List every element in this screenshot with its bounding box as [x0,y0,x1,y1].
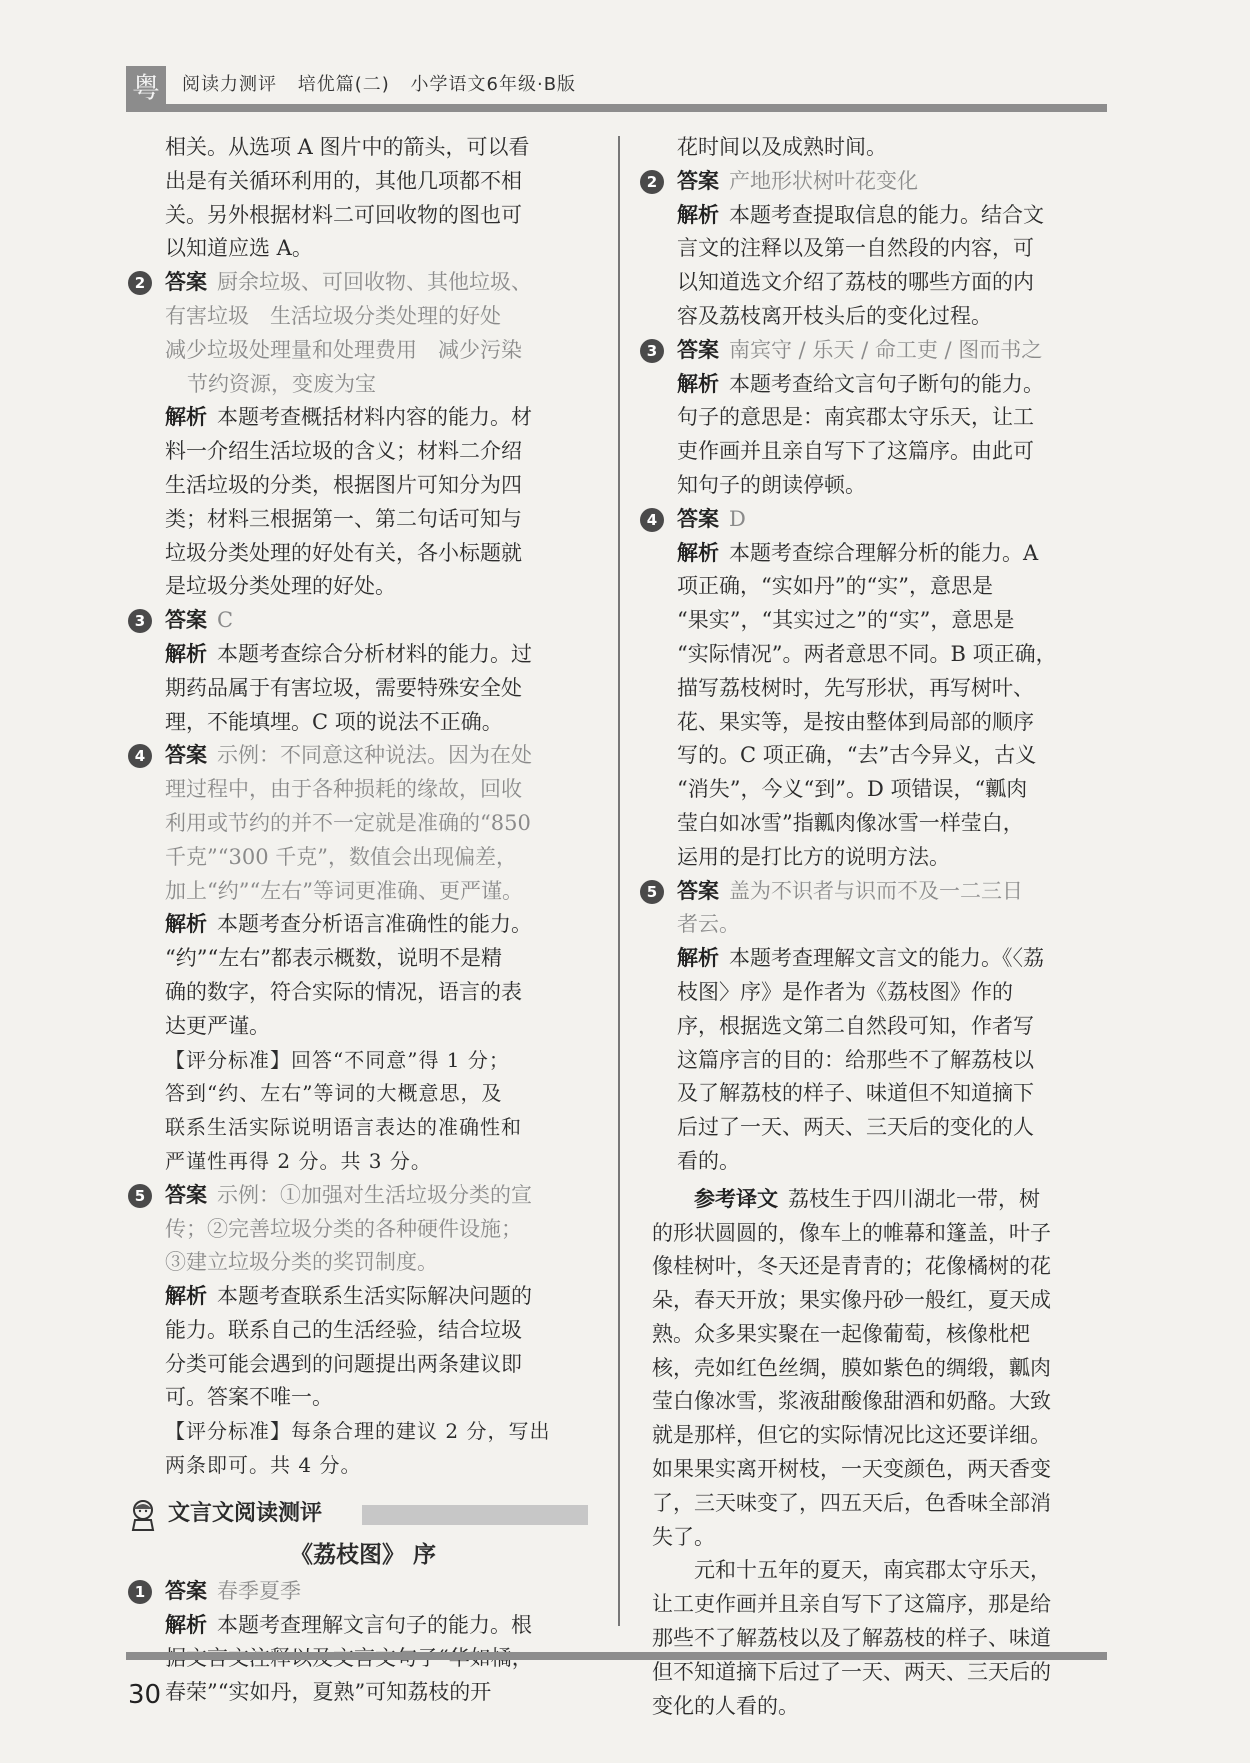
scoring-standard: 严谨性再得 2 分。共 3 分。 [165,1148,432,1173]
analysis-label: 解析 [677,946,719,971]
answer-text: 盖为不识者与识而不及一二三日 [729,878,1023,903]
analysis-text: 本题考查分析语言准确性的能力。 [217,912,532,937]
translation-text: 核，壳如红色丝绸，膜如紫色的绸缎，瓤肉 [652,1355,1051,1380]
analysis-text: 生活垃圾的分类，根据图片可知分为四 [165,472,522,497]
student-avatar-icon [128,1499,158,1531]
translation-text: 的形状圆圆的，像车上的帷幕和篷盖，叶子 [652,1220,1051,1245]
answer-text: 厨余垃圾、可回收物、其他垃圾、 [217,270,532,295]
question-4 [134,739,586,1178]
question-2 [134,266,586,604]
analysis-text: 及了解荔枝的样子、味道但不知道摘下 [677,1081,1034,1106]
text-line: 相关。从选项 A 图片中的箭头，可以看 [165,135,530,159]
analysis-text: “消失”，今义“到”。D 项错误，“瓤肉 [677,777,1028,802]
answer-label: 答案 [165,270,207,295]
question-number-badge: 2 [640,170,664,194]
analysis-text: 类；材料三根据第一、第二句话可知与 [165,506,522,531]
region-badge: 粤 [126,66,166,110]
scoring-standard: 答到“约、左右”等词的大概意思，及 [165,1081,503,1106]
answer-text: 夏季 [259,1578,301,1603]
answer-label: 答案 [677,168,719,193]
analysis-text: 达更严谨。 [165,1013,270,1038]
analysis-text: “果实”，“其实过之”的“实”，意思是 [677,608,1015,633]
reference-translation [652,1183,1108,1724]
analysis-text: 是垃圾分类处理的好处。 [165,574,396,599]
header-rule-left [126,110,166,112]
analysis-text: 项正确，“实如丹”的“实”，意思是 [677,574,993,599]
section-heading [140,1497,586,1533]
classical-question-5 [646,875,1108,1179]
analysis-text: 后过了一天、两天、三天后的变化的人 [677,1115,1034,1140]
translation-text: 熟。众多果实聚在一起像葡萄，核像枇杷 [652,1321,1030,1346]
analysis-text: 容及荔枝离开枝头后的变化过程。 [677,303,992,328]
right-column [646,131,1108,1723]
translation-text: 让工吏作画并且亲自写下了这篇序，那是给 [652,1592,1051,1617]
analysis-text: 料一介绍生活垃圾的含义；材料二介绍 [165,439,522,464]
question-number-badge: 3 [640,339,664,363]
classical-question-1 [134,1575,586,1710]
text-line: 出是有关循环利用的，其他几项都不相 [165,168,522,193]
classical-question-3 [646,334,1108,503]
analysis-text: 垃圾分类处理的好处有关，各小标题就 [165,540,522,565]
left-column [134,131,586,1710]
answer-label: 答案 [677,878,719,903]
answer-text: 示例：不同意这种说法。因为在处 [217,743,532,768]
question-5 [134,1179,586,1483]
answer-label: 答案 [677,337,719,362]
answer-text: 加上“约”“左右”等词更准确、更严谨。 [165,878,523,903]
answer-text: 春季 [217,1578,259,1603]
text-line: 以知道应选 A。 [165,236,313,261]
question-3 [134,604,586,739]
header-rule [166,104,1107,112]
answer-label: 答案 [165,1578,207,1603]
question-number-badge: 2 [128,271,152,295]
analysis-text: 枝图〉序》是作者为《荔枝图》作的 [677,979,1013,1004]
analysis-text: 春荣”“实如丹，夏熟”可知荔枝的开 [165,1680,492,1705]
section-title: 文言文阅读测评 [168,1500,323,1526]
answer-text: 形状 [771,168,813,193]
analysis-text: 句子的意思是：南宾郡太守乐天，让工 [677,405,1034,430]
book-part: 培优篇(二) [297,74,390,95]
answer-text: 千克”“300 千克”，数值会出现偏差， [165,844,517,869]
answer-label: 答案 [677,506,719,531]
translation-text: 如果果实离开树枝，一天变颜色，两天香变 [652,1457,1051,1482]
analysis-text: 花、果实等，是按由整体到局部的顺序 [677,709,1034,734]
analysis-label: 解析 [165,641,207,666]
answer-text: 者云。 [677,912,740,937]
analysis-text: 看的。 [677,1148,740,1173]
question-number-badge: 3 [128,609,152,633]
analysis-text: 言文的注释以及第一自然段的内容，可 [677,236,1034,261]
scoring-standard: 联系生活实际说明语言表达的准确性和 [165,1115,522,1140]
analysis-text: 运用的是打比方的说明方法。 [677,844,950,869]
analysis-text: 描写荔枝树时，先写形状，再写树叶、 [677,675,1034,700]
translation-text: 莹白像冰雪，浆液甜酸像甜酒和奶酪。大致 [652,1389,1051,1414]
analysis-text: 吏作画并且亲自写下了这篇序。由此可 [677,439,1034,464]
question-number-badge: 4 [128,744,152,768]
analysis-text: 可。答案不唯一。 [165,1385,333,1410]
translation-text: 像桂树叶，冬天还是青青的；花像橘树的花 [652,1254,1051,1279]
footer-rule [126,1652,1107,1660]
section-title-bar [362,1505,588,1525]
analysis-text: 分类可能会遇到的问题提出两条建议即 [165,1351,522,1376]
translation-text: 就是那样，但它的实际情况比这还要详细。 [652,1423,1051,1448]
analysis-text: 序，根据选文第二自然段可知，作者写 [677,1013,1034,1038]
analysis-text: 本题考查给文言句子断句的能力。 [729,371,1044,396]
analysis-label: 解析 [677,371,719,396]
analysis-label: 解析 [165,1284,207,1309]
column-divider [618,136,620,1626]
analysis-label: 解析 [165,912,207,937]
analysis-text: “实际情况”。两者意思不同。B 项正确， [677,641,1057,666]
question-number-badge: 4 [640,508,664,532]
translation-text: 失了。 [652,1524,715,1549]
intro-continuation [140,131,586,266]
page-number: 30 [128,1680,162,1710]
answer-label: 答案 [165,1182,207,1207]
answer-text: 花 [855,168,876,193]
classical-question-4 [646,503,1108,875]
answer-text: 节约资源，变废为宝 [187,371,376,396]
translation-text: 荔枝生于四川湖北一带，树 [788,1186,1040,1211]
analysis-text: 这篇序言的目的：给那些不了解荔枝以 [677,1047,1034,1072]
analysis-text: 本题考查理解文言句子的能力。根 [217,1612,532,1637]
answer-text: 利用或节约的并不一定就是准确的“850 [165,810,531,835]
text-line: 关。另外根据材料二可回收物的图也可 [165,202,522,227]
translation-text: 但不知道摘下后过了一天、两天、三天后的 [652,1659,1051,1684]
translation-text: 元和十五年的夏天，南宾郡太守乐天， [694,1558,1051,1583]
analysis-text: “约”“左右”都表示概数，说明不是精 [165,946,502,971]
answer-text: 有害垃圾 生活垃圾分类处理的好处 [165,303,501,328]
essay-title: 《荔枝图》 序 [289,1541,436,1568]
analysis-text: 写的。C 项正确，“去”古今异义，古义 [677,743,1037,768]
answer-text: 示例：①加强对生活垃圾分类的宣 [217,1182,532,1207]
text-line: 花时间以及成熟时间。 [677,135,887,159]
question-number-badge: 5 [640,880,664,904]
question-number-badge: 1 [128,1580,152,1604]
analysis-text: 期药品属于有害垃圾，需要特殊安全处 [165,675,522,700]
analysis-text: 知句子的朗读停顿。 [677,472,866,497]
analysis-text: 莹白如冰雪”指瓤肉像冰雪一样莹白， [677,810,1024,835]
answer-text: 减少垃圾处理量和处理费用 减少污染 [165,337,522,362]
analysis-text: 能力。联系自己的生活经验，结合垃圾 [165,1317,522,1342]
analysis-label: 解析 [165,1612,207,1637]
analysis-label: 解析 [677,540,719,565]
subject-grade: 小学语文6年级·B版 [410,74,577,95]
answer-text: 产地 [729,168,771,193]
translation-text: 了，三天味变了，四五天后，色香味全部消 [652,1490,1051,1515]
answer-text: 树叶 [813,168,855,193]
scoring-standard: 【评分标准】回答“不同意”得 1 分； [165,1047,510,1072]
translation-text: 那些不了解荔枝以及了解荔枝的样子、味道 [652,1626,1051,1651]
running-header [182,70,590,96]
analysis-text: 本题考查概括材料内容的能力。材 [217,405,532,430]
answer-text: D [729,506,746,531]
analysis-label: 解析 [677,202,719,227]
answer-label: 答案 [165,743,207,768]
analysis-text: 本题考查提取信息的能力。结合文 [729,202,1044,227]
answer-text: 南宾守 / 乐天 / 命工吏 / 图而书之 [729,337,1043,362]
translation-label: 参考译文 [694,1186,778,1211]
analysis-text: 确的数字，符合实际的情况，语言的表 [165,979,522,1004]
scoring-standard: 两条即可。共 4 分。 [165,1453,362,1478]
analysis-text: 本题考查综合理解分析的能力。A [729,540,1039,565]
translation-text: 朵，春天开放；果实像丹砂一般红，夏天成 [652,1288,1051,1313]
analysis-label: 解析 [165,405,207,430]
analysis-text: 本题考查综合分析材料的能力。过 [217,641,532,666]
analysis-text: 本题考查理解文言文的能力。《〈荔 [729,946,1044,971]
scoring-standard: 【评分标准】每条合理的建议 2 分，写出 [165,1419,551,1444]
question-number-badge: 5 [128,1184,152,1208]
analysis-text: 理，不能填埋。C 项的说法不正确。 [165,709,503,734]
answer-label: 答案 [165,608,207,633]
analysis-text: 本题考查联系生活实际解决问题的 [217,1284,532,1309]
answer-text: 变化 [876,168,918,193]
book-title: 阅读力测评 [182,74,277,95]
answer-text: 理过程中，由于各种损耗的缘故，回收 [165,777,522,802]
analysis-text: 以知道选文介绍了荔枝的哪些方面的内 [677,270,1034,295]
answer-text: ③建立垃圾分类的奖罚制度。 [165,1250,438,1275]
classical-question-2 [646,165,1108,334]
translation-text: 变化的人看的。 [652,1693,799,1718]
answer-text: 传；②完善垃圾分类的各种硬件设施； [165,1216,522,1241]
answer-text: C [217,608,234,633]
